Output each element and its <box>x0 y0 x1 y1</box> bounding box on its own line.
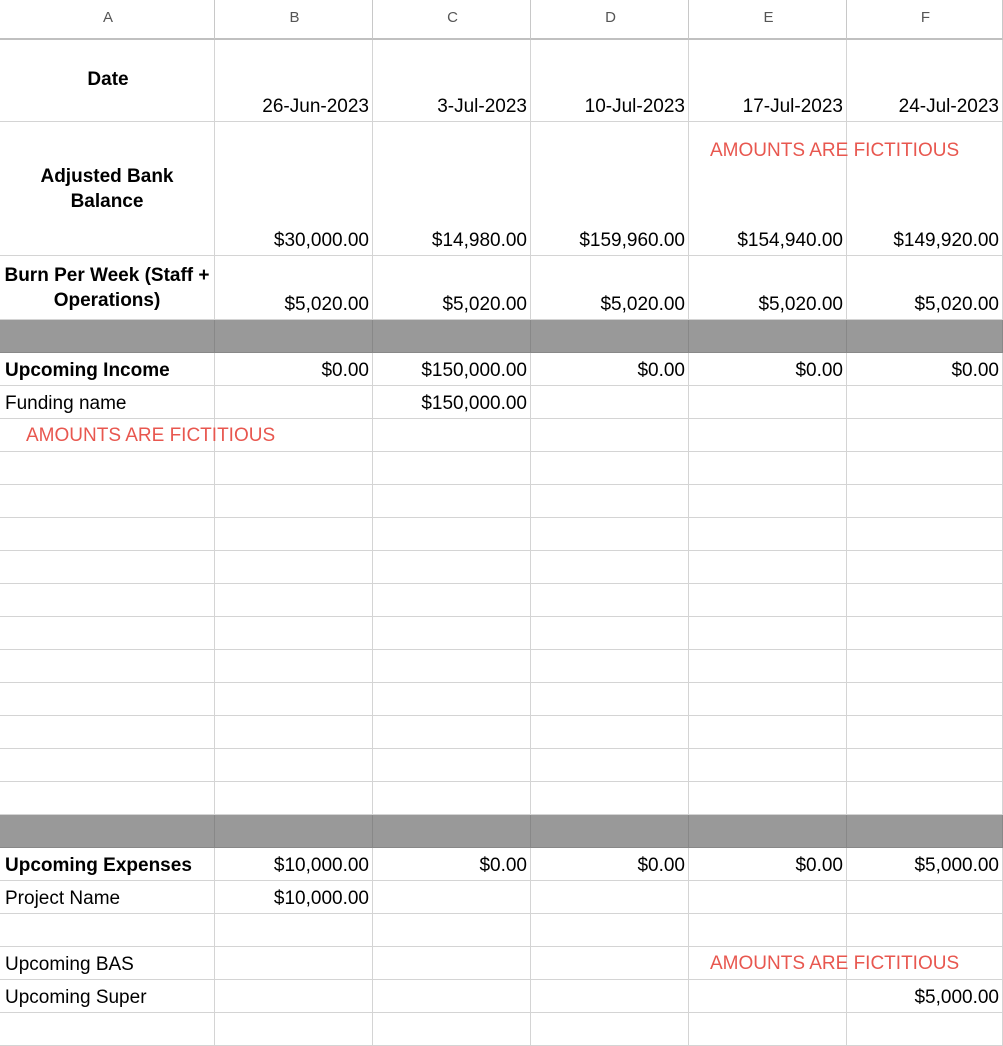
empty-cell[interactable] <box>531 551 689 584</box>
cell-balance-d[interactable]: $159,960.00 <box>531 122 689 256</box>
empty-cell[interactable] <box>689 683 847 716</box>
cell-project-f[interactable] <box>847 881 1003 914</box>
cell-project-e[interactable] <box>689 881 847 914</box>
cell-funding-c[interactable]: $150,000.00 <box>373 386 531 419</box>
separator-cell[interactable] <box>689 320 847 353</box>
separator-cell[interactable] <box>373 320 531 353</box>
cell-date-f[interactable]: 24-Jul-2023 <box>847 40 1003 122</box>
empty-cell[interactable] <box>215 749 373 782</box>
separator-cell[interactable] <box>847 815 1003 848</box>
empty-cell[interactable] <box>373 716 531 749</box>
separator-cell[interactable] <box>0 320 215 353</box>
empty-cell[interactable] <box>689 650 847 683</box>
cell-income-e[interactable]: $0.00 <box>689 353 847 386</box>
empty-cell[interactable] <box>847 452 1003 485</box>
empty-cell[interactable] <box>373 518 531 551</box>
cell-income-b[interactable]: $0.00 <box>215 353 373 386</box>
empty-cell[interactable] <box>0 650 215 683</box>
empty-cell[interactable] <box>689 419 847 452</box>
fictitious-note-bottom: AMOUNTS ARE FICTITIOUS <box>710 953 960 974</box>
cell-funding-label[interactable]: Funding name <box>0 386 215 419</box>
column-header-a[interactable]: A <box>0 0 215 40</box>
separator-cell[interactable] <box>215 815 373 848</box>
fictitious-note-top: AMOUNTS ARE FICTITIOUS <box>710 140 960 161</box>
empty-cell[interactable] <box>689 617 847 650</box>
empty-cell[interactable] <box>373 419 531 452</box>
cell-bas-label[interactable]: Upcoming BAS <box>0 947 215 980</box>
empty-cell[interactable] <box>215 683 373 716</box>
empty-cell[interactable] <box>0 584 215 617</box>
empty-cell[interactable] <box>689 452 847 485</box>
empty-cell[interactable] <box>531 650 689 683</box>
empty-cell[interactable] <box>373 914 531 947</box>
separator-cell[interactable] <box>847 320 1003 353</box>
cell-bas-c[interactable] <box>373 947 531 980</box>
empty-cell[interactable] <box>215 650 373 683</box>
empty-cell[interactable] <box>847 518 1003 551</box>
empty-cell[interactable] <box>373 650 531 683</box>
cell-expenses-c[interactable]: $0.00 <box>373 848 531 881</box>
empty-cell[interactable] <box>215 617 373 650</box>
column-header-f[interactable]: F <box>847 0 1003 40</box>
cell-super-e[interactable] <box>689 980 847 1013</box>
empty-cell[interactable] <box>373 485 531 518</box>
separator-cell[interactable] <box>0 815 215 848</box>
empty-cell[interactable] <box>847 551 1003 584</box>
cell-balance-e[interactable]: $154,940.00 <box>689 122 847 256</box>
cell-super-b[interactable] <box>215 980 373 1013</box>
empty-cell[interactable] <box>531 1013 689 1046</box>
empty-cell[interactable] <box>0 1013 215 1046</box>
empty-cell[interactable] <box>689 485 847 518</box>
empty-cell[interactable] <box>531 617 689 650</box>
cell-date-d[interactable]: 10-Jul-2023 <box>531 40 689 122</box>
empty-cell[interactable] <box>531 584 689 617</box>
empty-cell[interactable] <box>0 683 215 716</box>
empty-cell[interactable] <box>0 914 215 947</box>
empty-cell[interactable] <box>373 452 531 485</box>
empty-cell[interactable] <box>215 551 373 584</box>
empty-cell[interactable] <box>0 716 215 749</box>
empty-cell[interactable] <box>531 782 689 815</box>
empty-cell[interactable] <box>847 650 1003 683</box>
empty-cell[interactable] <box>0 749 215 782</box>
empty-cell[interactable] <box>0 551 215 584</box>
empty-cell[interactable] <box>373 551 531 584</box>
cell-income-label[interactable]: Upcoming Income <box>0 353 215 386</box>
cell-date-label[interactable]: Date <box>0 40 215 122</box>
cell-expenses-e[interactable]: $0.00 <box>689 848 847 881</box>
cell-super-label[interactable]: Upcoming Super <box>0 980 215 1013</box>
cell-income-f[interactable]: $0.00 <box>847 353 1003 386</box>
empty-cell[interactable] <box>847 584 1003 617</box>
cell-date-c[interactable]: 3-Jul-2023 <box>373 40 531 122</box>
cell-expenses-d[interactable]: $0.00 <box>531 848 689 881</box>
empty-cell[interactable] <box>847 749 1003 782</box>
empty-cell[interactable] <box>373 584 531 617</box>
empty-cell[interactable] <box>531 518 689 551</box>
cell-funding-b[interactable] <box>215 386 373 419</box>
empty-cell[interactable] <box>847 419 1003 452</box>
empty-cell[interactable] <box>847 782 1003 815</box>
cell-burn-b[interactable]: $5,020.00 <box>215 256 373 320</box>
empty-cell[interactable] <box>847 617 1003 650</box>
cell-project-c[interactable] <box>373 881 531 914</box>
cell-expenses-label[interactable]: Upcoming Expenses <box>0 848 215 881</box>
empty-cell[interactable] <box>847 914 1003 947</box>
empty-cell[interactable] <box>531 716 689 749</box>
cell-funding-e[interactable] <box>689 386 847 419</box>
cell-income-c[interactable]: $150,000.00 <box>373 353 531 386</box>
empty-cell[interactable] <box>0 617 215 650</box>
empty-cell[interactable] <box>689 782 847 815</box>
column-header-e[interactable]: E <box>689 0 847 40</box>
cell-date-e[interactable]: 17-Jul-2023 <box>689 40 847 122</box>
empty-cell[interactable] <box>689 914 847 947</box>
cell-super-f[interactable]: $5,000.00 <box>847 980 1003 1013</box>
empty-cell[interactable] <box>0 485 215 518</box>
cell-project-label[interactable]: Project Name <box>0 881 215 914</box>
cell-burn-f[interactable]: $5,020.00 <box>847 256 1003 320</box>
separator-cell[interactable] <box>373 815 531 848</box>
empty-cell[interactable] <box>689 518 847 551</box>
separator-cell[interactable] <box>215 320 373 353</box>
cell-project-d[interactable] <box>531 881 689 914</box>
empty-cell[interactable] <box>531 485 689 518</box>
cell-date-b[interactable]: 26-Jun-2023 <box>215 40 373 122</box>
cell-balance-label[interactable]: Adjusted Bank Balance <box>0 122 215 256</box>
empty-cell[interactable] <box>847 1013 1003 1046</box>
cell-super-c[interactable] <box>373 980 531 1013</box>
empty-cell[interactable] <box>0 452 215 485</box>
cell-expenses-f[interactable]: $5,000.00 <box>847 848 1003 881</box>
empty-cell[interactable] <box>847 683 1003 716</box>
empty-cell[interactable] <box>531 419 689 452</box>
cell-burn-e[interactable]: $5,020.00 <box>689 256 847 320</box>
empty-cell[interactable] <box>531 749 689 782</box>
empty-cell[interactable] <box>0 782 215 815</box>
empty-cell[interactable] <box>689 749 847 782</box>
cell-project-b[interactable]: $10,000.00 <box>215 881 373 914</box>
empty-cell[interactable] <box>215 518 373 551</box>
empty-cell[interactable] <box>531 452 689 485</box>
separator-cell[interactable] <box>531 320 689 353</box>
separator-cell[interactable] <box>531 815 689 848</box>
empty-cell[interactable] <box>215 452 373 485</box>
cell-balance-c[interactable]: $14,980.00 <box>373 122 531 256</box>
fictitious-note-middle: AMOUNTS ARE FICTITIOUS <box>26 425 276 446</box>
cell-expenses-b[interactable]: $10,000.00 <box>215 848 373 881</box>
empty-cell[interactable] <box>847 485 1003 518</box>
cell-super-d[interactable] <box>531 980 689 1013</box>
column-header-b[interactable]: B <box>215 0 373 40</box>
empty-cell[interactable] <box>531 683 689 716</box>
empty-cell[interactable] <box>0 518 215 551</box>
cell-burn-d[interactable]: $5,020.00 <box>531 256 689 320</box>
empty-cell[interactable] <box>847 716 1003 749</box>
empty-cell[interactable] <box>689 551 847 584</box>
column-header-d[interactable]: D <box>531 0 689 40</box>
cell-income-d[interactable]: $0.00 <box>531 353 689 386</box>
empty-cell[interactable] <box>215 485 373 518</box>
empty-cell[interactable] <box>215 914 373 947</box>
column-header-c[interactable]: C <box>373 0 531 40</box>
empty-cell[interactable] <box>373 683 531 716</box>
empty-cell[interactable] <box>689 716 847 749</box>
cell-burn-label[interactable]: Burn Per Week (Staff + Operations) <box>0 256 215 320</box>
empty-cell[interactable] <box>215 1013 373 1046</box>
empty-cell[interactable] <box>215 584 373 617</box>
separator-cell[interactable] <box>689 815 847 848</box>
empty-cell[interactable] <box>689 1013 847 1046</box>
empty-cell[interactable] <box>373 782 531 815</box>
cell-balance-f[interactable]: $149,920.00 <box>847 122 1003 256</box>
empty-cell[interactable] <box>215 782 373 815</box>
cell-funding-f[interactable] <box>847 386 1003 419</box>
cell-burn-c[interactable]: $5,020.00 <box>373 256 531 320</box>
cell-bas-b[interactable] <box>215 947 373 980</box>
cell-funding-d[interactable] <box>531 386 689 419</box>
empty-cell[interactable] <box>531 914 689 947</box>
empty-cell[interactable] <box>373 617 531 650</box>
empty-cell[interactable] <box>215 716 373 749</box>
empty-cell[interactable] <box>689 584 847 617</box>
cell-bas-d[interactable] <box>531 947 689 980</box>
cell-balance-b[interactable]: $30,000.00 <box>215 122 373 256</box>
empty-cell[interactable] <box>373 1013 531 1046</box>
empty-cell[interactable] <box>373 749 531 782</box>
